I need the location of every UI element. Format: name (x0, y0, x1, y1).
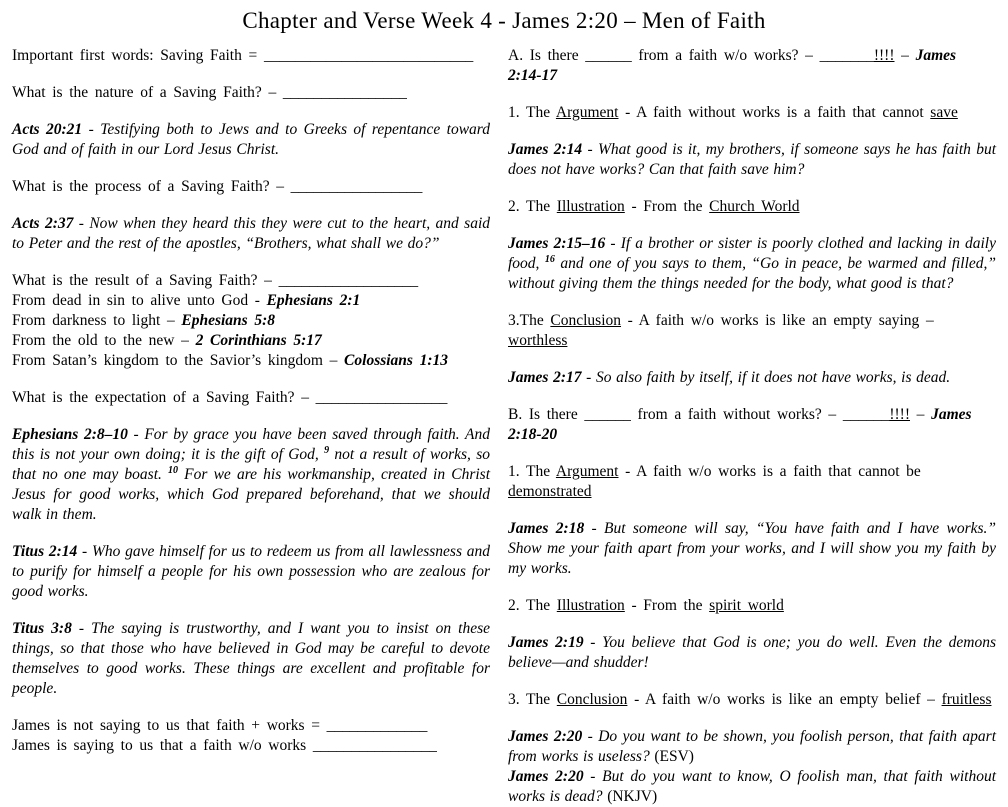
fill-in-blank: ________________ (312, 737, 437, 754)
point-a1-argument (508, 103, 996, 123)
question-line (12, 271, 490, 291)
verse-james-2-14 (508, 140, 996, 180)
verse-ref: James 2:20 (508, 768, 584, 785)
verse-text: - But someone will say, “You have faith and I have works.” Show me your faith apart from your works, and I will show you my faith by my works. (508, 520, 997, 577)
underlined-term: Illustration (556, 198, 625, 215)
point-a3-conclusion (508, 311, 996, 351)
verse-ref: James 2:20 (508, 728, 583, 745)
prompt-first-words (12, 46, 490, 66)
question-text: What is the result of a Saving Faith? – (12, 272, 279, 289)
underlined-term: Argument (555, 104, 619, 121)
point-text: 3.The (508, 312, 551, 329)
translation-tag: (ESV) (654, 748, 694, 765)
superscript-verse-number: 9 (324, 444, 330, 456)
fill-in-blank: ________________ (282, 84, 407, 101)
fill-in-blank: ______ (842, 406, 890, 423)
underlined-term: Church World (709, 198, 800, 215)
result-text: From Satan’s kingdom to the Savior’s kingdom – (12, 352, 345, 369)
question-text: What is the nature of a Saving Faith? – (12, 84, 283, 101)
fill-in-blank: _________________ (315, 389, 448, 406)
underlined-term: !!!! (873, 47, 895, 64)
fill-in-blank: ______ (584, 406, 631, 423)
point-text: - A faith w/o works is like an empty saying – (621, 312, 934, 329)
verse-ref: James 2:15–16 (508, 235, 606, 252)
point-text: - A faith without works is a faith that cannot (618, 104, 931, 121)
fill-in-blank: __________________ (278, 272, 419, 289)
summary-text: James is saying to us that a faith w/o works (12, 737, 313, 754)
point-b2-illustration (508, 596, 996, 616)
underlined-term: fruitless (941, 691, 992, 708)
verse-ref: 2 Corinthians 5:17 (195, 332, 322, 349)
verse-ephesians-2-8-10 (12, 425, 490, 525)
summary-lines (12, 716, 490, 756)
result-line (12, 291, 490, 311)
verse-ref: James 2:19 (508, 634, 584, 651)
verse-ref: James 2:14 (508, 141, 583, 158)
verse-james-2-20-dual (508, 727, 996, 807)
verse-text: For we are his workmanship, created in Christ Jesus for good works, which God prepared beforehand, that we should walk in them. (12, 466, 490, 523)
point-text: 1. The (508, 463, 556, 480)
fill-in-blank: _________________ (290, 178, 423, 195)
left-column (12, 46, 490, 756)
verse-text: - Now when they heard this they were cut to the heart, and said to Peter and the rest of the apostles, “Brothers, what shall we do?” (12, 215, 490, 252)
result-text: From darkness to light – (12, 312, 182, 329)
verse-acts-20-21 (12, 120, 490, 160)
prompt-expectation (12, 388, 490, 408)
verse-ref: James 2:14-17 (508, 47, 957, 84)
verse-james-2-18 (508, 519, 996, 579)
verse-ref: James 2:18-20 (508, 406, 972, 443)
point-text: 2. The (508, 198, 557, 215)
underlined-term: Conclusion (556, 691, 628, 708)
result-line (12, 331, 490, 351)
question-text: What is the expectation of a Saving Faith? – (12, 389, 316, 406)
verse-james-2-20-esv (508, 727, 996, 767)
verse-james-2-15-16 (508, 234, 996, 294)
verse-text: - Do you want to be shown, you foolish person, that faith apart from works is useless? (508, 728, 997, 765)
point-text: 3. The (508, 691, 557, 708)
verse-ref: Titus 3:8 (12, 620, 72, 637)
heading-b (508, 405, 996, 445)
verse-text: - Testifying both to Jews and to Greeks of repentance toward God and of faith in our Lord Jesus Christ. (12, 121, 490, 158)
question-text: What is the process of a Saving Faith? – (12, 178, 291, 195)
verse-text: - So also faith by itself, if it does not have works, is dead. (581, 369, 951, 386)
verse-james-2-17 (508, 368, 996, 388)
underlined-term: !!!! (889, 406, 910, 423)
heading-text: A. Is there (508, 47, 586, 64)
underlined-term: worthless (508, 332, 568, 349)
point-text: 2. The (508, 597, 557, 614)
verse-james-2-20-nkjv (508, 767, 996, 807)
underlined-term: Conclusion (550, 312, 622, 329)
verse-ref: Acts 2:37 (12, 215, 74, 232)
point-text: - A faith w/o works is like an empty belief – (627, 691, 942, 708)
point-text: - From the (624, 198, 710, 215)
result-line (12, 311, 490, 331)
underlined-term: Argument (555, 463, 619, 480)
superscript-verse-number: 10 (168, 464, 179, 476)
verse-ref: Ephesians 2:8–10 (12, 426, 128, 443)
verse-acts-2-37 (12, 214, 490, 254)
question-text: Important first words: Saving Faith = (12, 47, 264, 64)
verse-ref: Titus 2:14 (12, 543, 78, 560)
translation-tag: (NKJV) (607, 788, 658, 805)
summary-line (12, 736, 490, 756)
verse-ref: Ephesians 2:1 (266, 292, 361, 309)
verse-titus-3-8 (12, 619, 490, 699)
fill-in-blank: ______ (585, 47, 632, 64)
verse-text: not a result of works, so that no one may boast. (12, 446, 490, 483)
verse-ref: Ephesians 5:8 (181, 312, 276, 329)
point-b3-conclusion (508, 690, 996, 710)
summary-line (12, 716, 490, 736)
verse-text: - What good is it, my brothers, if someone says he has faith but does not have works? Can that faith save him? (508, 141, 996, 178)
right-column (508, 46, 996, 807)
verse-ref: James 2:17 (508, 369, 582, 386)
document-title: Chapter and Verse Week 4 - James 2:20 – Men of Faith (242, 8, 766, 33)
summary-text: James is not saying to us that faith + works = (12, 717, 327, 734)
fill-in-blank: ___________________________ (263, 47, 474, 64)
superscript-verse-number: 16 (544, 253, 555, 265)
result-text: From dead in sin to alive unto God - (12, 292, 267, 309)
verse-text: - If a brother or sister is poorly clothed and lacking in daily food, (508, 235, 996, 272)
fill-in-blank: _______ (819, 47, 874, 64)
underlined-term: spirit world (709, 597, 784, 614)
verse-ref: Acts 20:21 (12, 121, 83, 138)
prompt-process (12, 177, 490, 197)
point-text: 1. The (508, 104, 556, 121)
underlined-term: Illustration (556, 597, 625, 614)
underlined-term: save (930, 104, 958, 121)
verse-text: - For by grace you have been saved through faith. And this is not your own doing; it is the gift of God, (12, 426, 490, 463)
verse-ref: Colossians 1:13 (344, 352, 449, 369)
prompt-result-block (12, 271, 490, 371)
heading-text: – (910, 406, 932, 423)
verse-ref: James 2:18 (508, 520, 585, 537)
fill-in-blank: _____________ (326, 717, 428, 734)
point-a2-illustration (508, 197, 996, 217)
heading-text: from a faith w/o works? – (631, 47, 820, 64)
verse-text: - You believe that God is one; you do well. Even the demons believe—and shudder! (508, 634, 997, 671)
verse-text: and one of you says to them, “Go in peace, be warmed and filled,” without giving them the things needed for the body, what good is that? (508, 255, 996, 292)
prompt-nature (12, 83, 490, 103)
result-line (12, 351, 490, 371)
heading-a (508, 46, 996, 86)
point-b1-argument (508, 462, 996, 502)
verse-titus-2-14 (12, 542, 490, 602)
point-text: - A faith w/o works is a faith that cannot be (618, 463, 921, 480)
heading-text: from a faith without works? – (630, 406, 843, 423)
heading-text: B. Is there (508, 406, 585, 423)
verse-text: - But do you want to know, O foolish man, that faith without works is dead? (508, 768, 996, 805)
heading-text: – (894, 47, 916, 64)
verse-text: - Who gave himself for us to redeem us from all lawlessness and to purify for himself a people for his own possession who are zealous for good works. (12, 543, 490, 600)
result-text: From the old to the new – (12, 332, 196, 349)
underlined-term: demonstrated (508, 483, 592, 500)
verse-james-2-19 (508, 633, 996, 673)
verse-text: - The saying is trustworthy, and I want you to insist on these things, so that those who have believed in God may be careful to devote themselves to good works. These things are excellent and profitable for people. (12, 620, 490, 697)
point-text: - From the (624, 597, 710, 614)
